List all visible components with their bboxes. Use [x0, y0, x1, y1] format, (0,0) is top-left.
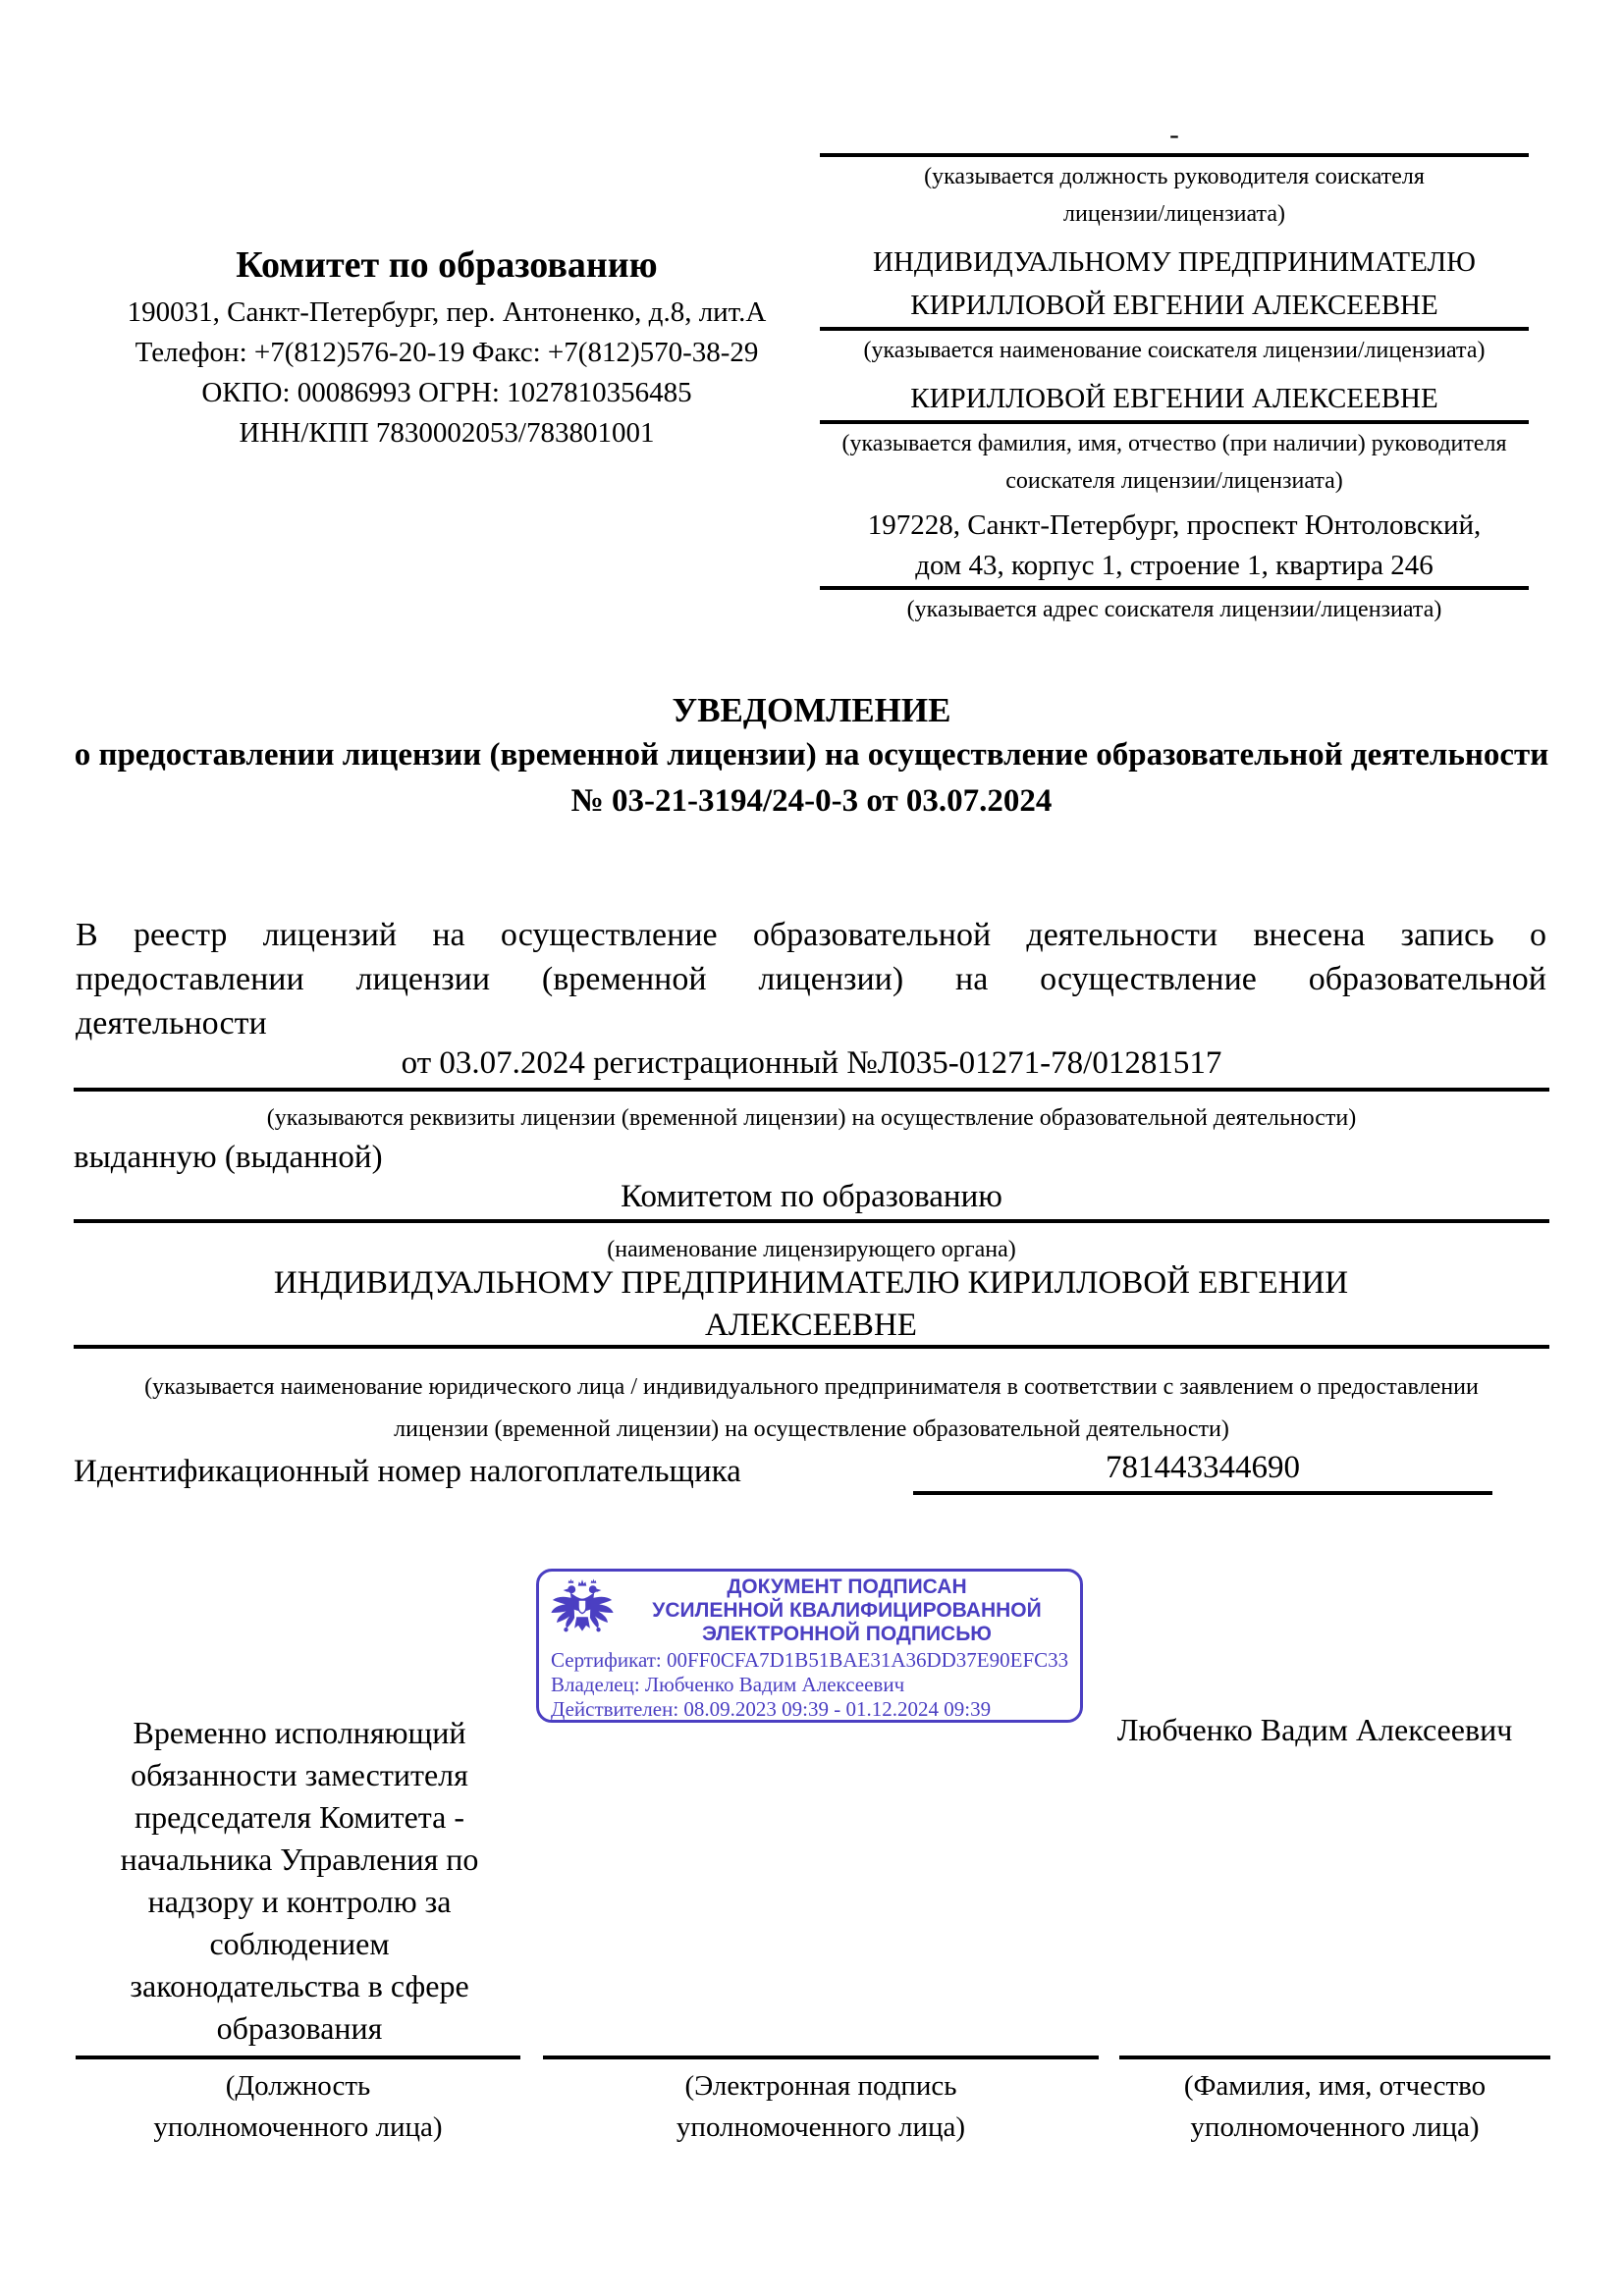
- official-name: Любченко Вадим Алексеевич: [1116, 1712, 1513, 1747]
- notice-title-block: [74, 689, 1549, 825]
- applicant-caption: (указывается наименование соискателя лицензии/лицензиата): [863, 338, 1486, 363]
- inn-value: 781443344690: [913, 1447, 1492, 1495]
- body-paragraph: В реестр лицензий на осуществление образовательной деятельности внесена запись о предоставлении лицензии (временной лицензии) на осуществление образовательной деятельности: [76, 917, 1546, 1041]
- stamp-title-line: ДОКУМЕНТ ПОДПИСАН: [727, 1575, 967, 1598]
- stamp-details: [539, 1646, 1080, 1722]
- issued-label: выданную (выданной): [74, 1140, 383, 1175]
- header-left: [108, 241, 785, 454]
- stamp-validity: Действителен: 08.09.2023 09:39 - 01.12.2024 09:39: [551, 1697, 992, 1721]
- header-right: [820, 116, 1529, 630]
- head-caption: (указывается фамилия, имя, отчество (при наличии) руководителя соискателя лицензии/лицензиата): [841, 431, 1507, 494]
- address-caption: (указывается адрес соискателя лицензии/лицензиата): [906, 597, 1442, 622]
- registration-caption: (указываются реквизиты лицензии (временной лицензии) на осуществление образовательной деятельности): [266, 1105, 1357, 1131]
- org-okpo-ogrn: ОКПО: 00086993 ОГРН: 1027810356485: [201, 377, 692, 408]
- position-caption: (указывается должность руководителя соискателя лицензии/лицензиата): [924, 164, 1425, 227]
- head-name: КИРИЛЛОВОЙ ЕВГЕНИИ АЛЕКСЕЕВНЕ: [910, 383, 1438, 414]
- notice-subtitle: о предоставлении лицензии (временной лицензии) на осуществление образовательной деятельности: [74, 737, 1549, 773]
- licensee-name: ИНДИВИДУАЛЬНОМУ ПРЕДПРИНИМАТЕЛЮ КИРИЛЛОВОЙ ЕВГЕНИИ АЛЕКСЕЕВНЕ: [273, 1265, 1349, 1343]
- stamp-title-line: ЭЛЕКТРОННОЙ ПОДПИСЬЮ: [702, 1623, 992, 1645]
- notice-heading: УВЕДОМЛЕНИЕ: [672, 691, 951, 729]
- applicant-name: ИНДИВИДУАЛЬНОМУ ПРЕДПРИНИМАТЕЛЮ КИРИЛЛОВОЙ ЕВГЕНИИ АЛЕКСЕЕВНЕ: [873, 246, 1476, 321]
- caption-fio: (Фамилия, имя, отчество уполномоченного лица): [1119, 2056, 1550, 2148]
- org-phone-fax: Телефон: +7(812)576-20-19 Факс: +7(812)570-38-29: [135, 337, 759, 368]
- registration-line: от 03.07.2024 регистрационный №Л035-01271-78/01281517: [74, 1042, 1549, 1092]
- stamp-certificate: Сертификат: 00FF0CFA7D1B51BAE31A36DD37E90EFC33: [551, 1648, 1069, 1672]
- org-title: Комитет по образованию: [236, 244, 658, 286]
- licensee-caption: (указывается наименование юридического лица / индивидуального предпринимателя в соответствии с заявлением о предоставлении лицензии (временной лицензии) на осуществление образовательной деятельности): [144, 1374, 1479, 1442]
- divider-line: [74, 1345, 1549, 1349]
- issuer-caption: (наименование лицензирующего органа): [607, 1237, 1016, 1262]
- inn-label: Идентификационный номер налогоплательщика: [74, 1454, 741, 1489]
- position-value: -: [1169, 119, 1179, 150]
- notice-number: № 03-21-3194/24-0-3 от 03.07.2024: [570, 783, 1053, 819]
- org-address: 190031, Санкт-Петербург, пер. Антоненко, д.8, лит.А: [127, 296, 767, 328]
- signature-stamp: [536, 1569, 1083, 1723]
- org-inn-kpp: ИНН/КПП 7830002053/783801001: [239, 417, 655, 449]
- caption-position: (Должность уполномоченного лица): [76, 2056, 520, 2148]
- caption-esignature: (Электронная подпись уполномоченного лица): [543, 2056, 1099, 2148]
- official-title: Временно исполняющий обязанности заместителя председателя Комитета - начальника Управления по надзору и контролю за соблюдением законодательства в сфере образования: [120, 1715, 479, 2046]
- double-eagle-icon: [547, 1577, 618, 1645]
- stamp-header-row: [539, 1572, 1080, 1646]
- stamp-title: [623, 1575, 1070, 1646]
- issuer-name: Комитетом по образованию: [74, 1176, 1549, 1223]
- applicant-address: 197228, Санкт-Петербург, проспект Юнтоловский, дом 43, корпус 1, строение 1, квартира 246: [867, 509, 1482, 581]
- stamp-owner: Владелец: Любченко Вадим Алексеевич: [551, 1673, 905, 1696]
- stamp-title-line: УСИЛЕННОЙ КВАЛИФИЦИРОВАННОЙ: [652, 1599, 1042, 1622]
